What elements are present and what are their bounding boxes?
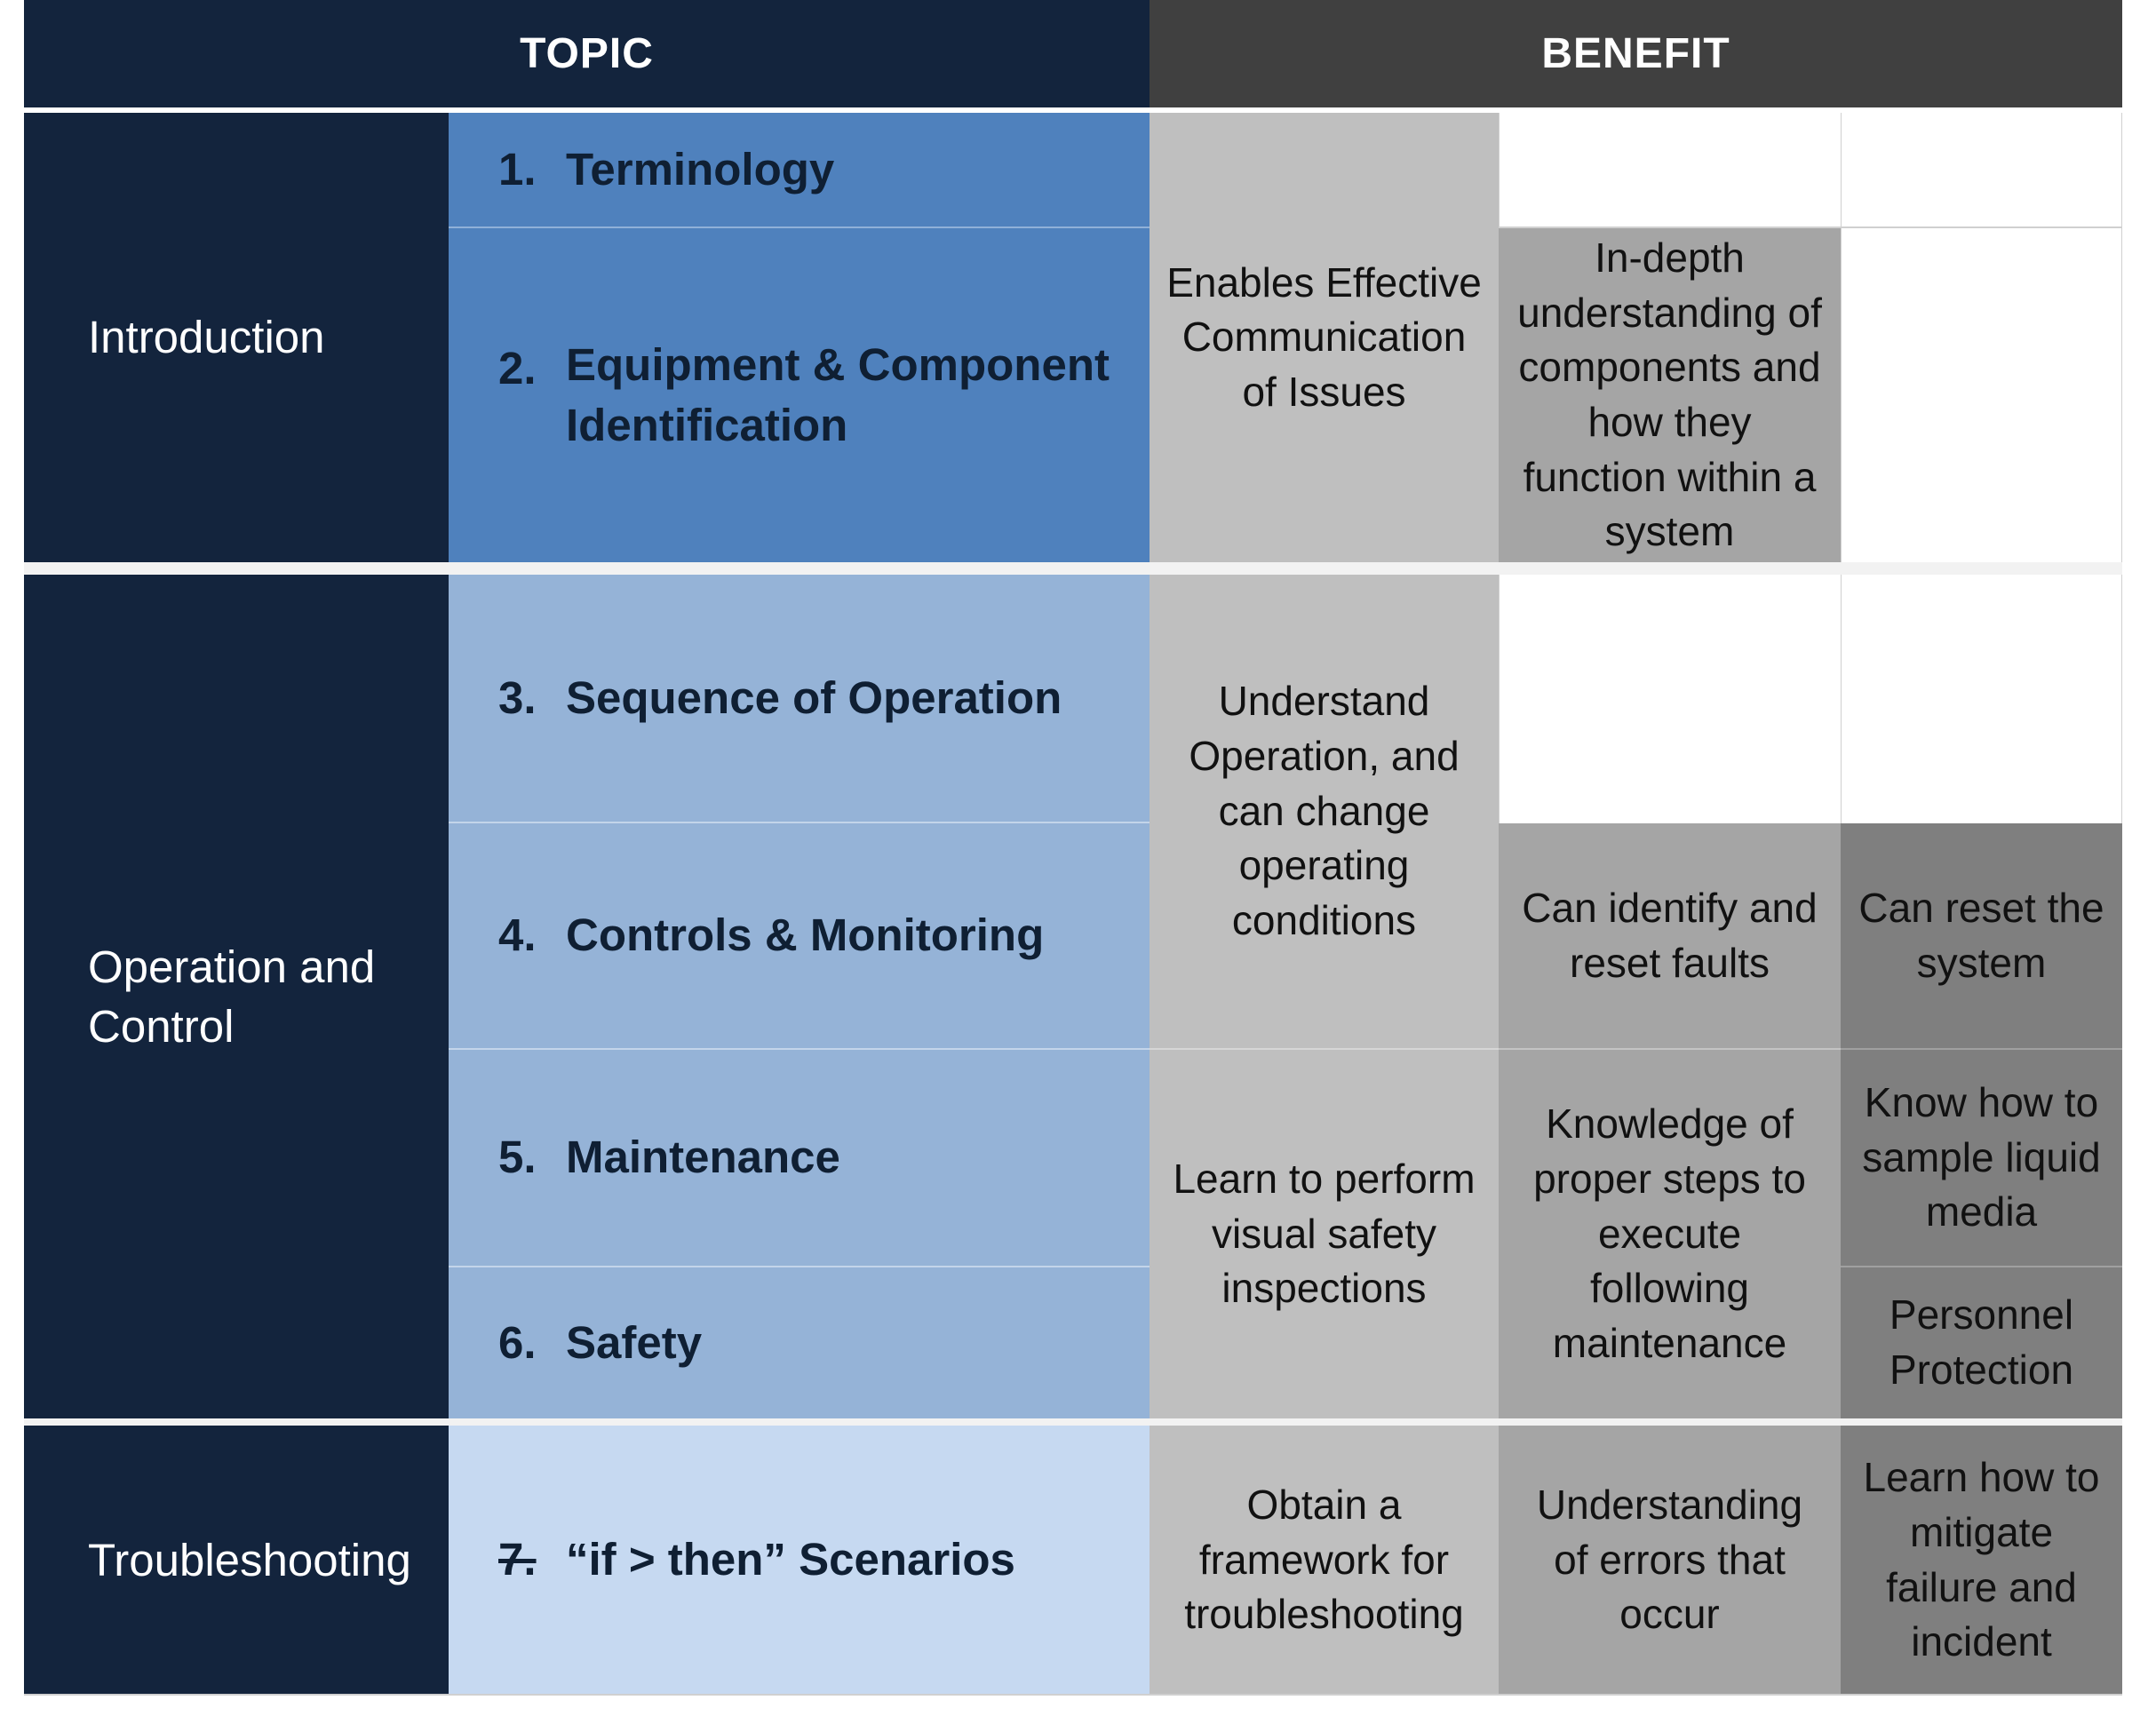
topic-number: 6. xyxy=(498,1316,537,1368)
topic-header: TOPIC xyxy=(24,0,1150,107)
benefit-maintenance-steps: Knowledge of proper steps to execute following maintenance xyxy=(1499,1050,1841,1418)
benefit-sample-media: Know how to sample liquid media xyxy=(1841,1050,2122,1267)
table-bottom-border xyxy=(24,1694,2122,1696)
section-operation-and-control: Operation and Control xyxy=(24,575,449,1418)
benefit-operation: Understand Operation, and can change operating conditions xyxy=(1150,575,1499,1050)
empty-cell xyxy=(1841,575,2122,823)
empty-cell xyxy=(1841,228,2122,562)
empty-cell xyxy=(1841,113,2122,228)
topic-if-then-scenarios xyxy=(449,1426,1150,1695)
topic-title: Maintenance xyxy=(566,1132,840,1183)
topic-maintenance xyxy=(449,1050,1150,1267)
benefit-visual-inspections: Learn to perform visual safety inspections xyxy=(1150,1050,1499,1418)
section-troubleshooting: Troubleshooting xyxy=(24,1426,449,1695)
header-separator xyxy=(24,107,2122,113)
benefit-header: BENEFIT xyxy=(1150,0,2122,107)
section-separator xyxy=(24,1418,2122,1426)
topic-title: Controls & Monitoring xyxy=(566,910,1045,961)
topic-title: Equipment & Component Identification xyxy=(566,338,1110,450)
topic-number: 4. xyxy=(498,910,537,961)
benefit-mitigate: Learn how to mitigate failure and incident xyxy=(1841,1426,2122,1695)
topic-safety xyxy=(449,1267,1150,1418)
section-introduction: Introduction xyxy=(24,113,449,562)
topic-number: 5. xyxy=(498,1132,537,1183)
benefit-errors: Understanding of errors that occur xyxy=(1499,1426,1841,1695)
benefit-framework: Obtain a framework for troubleshooting xyxy=(1150,1426,1499,1695)
benefit-reset-system: Can reset the system xyxy=(1841,823,2122,1050)
topic-number: 2. xyxy=(498,343,537,393)
empty-cell xyxy=(1499,113,1841,228)
topic-controls-monitoring xyxy=(449,823,1150,1050)
topic-number: 7. xyxy=(498,1534,537,1585)
benefit-identify-reset: Can identify and reset faults xyxy=(1499,823,1841,1050)
topic-equipment-identification xyxy=(449,228,1150,562)
benefit-communication: Enables Effective Communication of Issues xyxy=(1150,113,1499,562)
topic-sequence-of-operation xyxy=(449,575,1150,823)
empty-cell xyxy=(1499,575,1841,823)
topic-title: Safety xyxy=(566,1316,703,1368)
topic-number: 3. xyxy=(498,671,537,723)
topic-terminology xyxy=(449,113,1150,228)
topic-title: Terminology xyxy=(566,143,835,195)
section-separator xyxy=(24,562,2122,575)
topic-number: 1. xyxy=(498,143,537,195)
benefit-personnel-protection: Personnel Protection xyxy=(1841,1267,2122,1418)
benefit-components: In-depth understanding of components and how they function within a system xyxy=(1499,228,1841,562)
topic-title: Sequence of Operation xyxy=(566,671,1062,723)
topic-title: “if > then” Scenarios xyxy=(566,1534,1015,1585)
